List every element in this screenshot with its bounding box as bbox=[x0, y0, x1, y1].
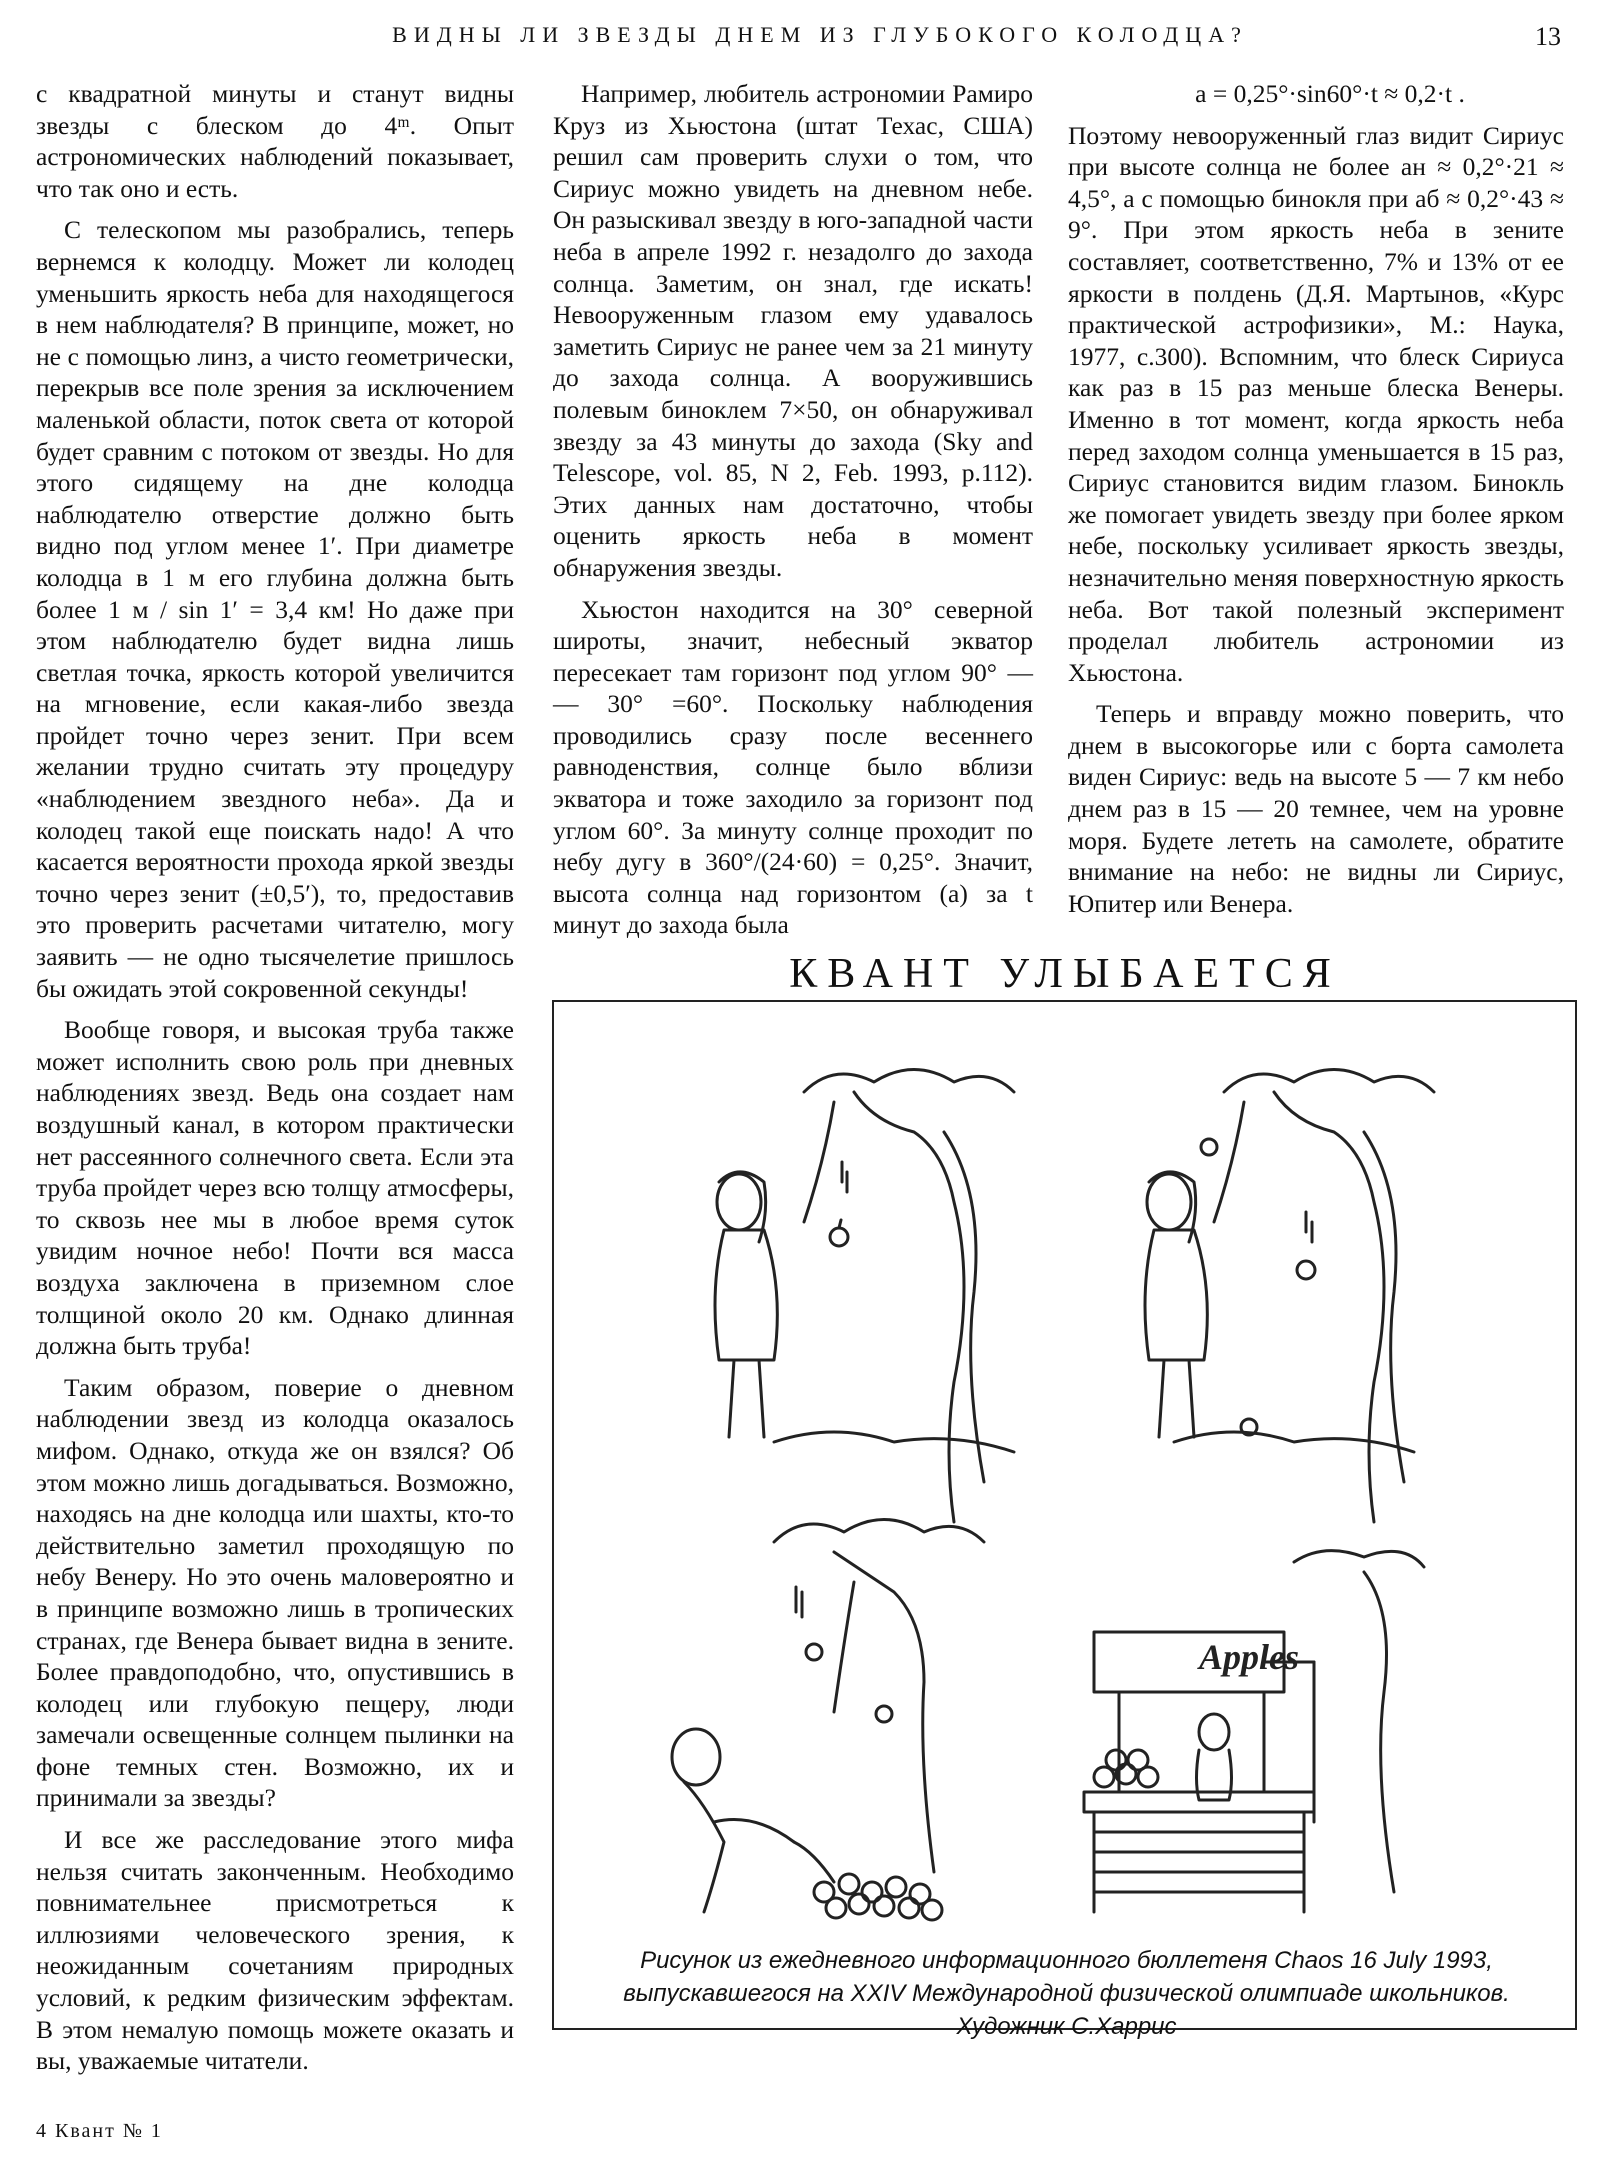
running-title: ВИДНЫ ЛИ ЗВЕЗДЫ ДНЕМ ИЗ ГЛУБОКОГО КОЛОДЦА? bbox=[392, 22, 1248, 47]
paragraph: с квадратной минуты и станут видны звезды с блеском до 4ᵐ. Опыт астрономических наблюдений показывает, что так оно и есть. bbox=[36, 79, 514, 203]
paragraph: Теперь и вправду можно поверить, что днем в высокогорье или с борта самолета виден Сириус: ведь на высоте 5 — 7 км небо днем раз в 15 — 20 темнее, чем на уровне моря. Будете лететь на самолете, обратите внимание на небо: не видны ли Сириус, Юпитер или Венера. bbox=[1068, 699, 1564, 918]
panel-4 bbox=[1084, 1551, 1424, 1912]
page-number: 13 bbox=[1535, 22, 1561, 51]
formula: a = 0,25°·sin60°·t ≈ 0,2·t . bbox=[1195, 79, 1465, 108]
paragraph: И все же расследование этого мифа нельзя считать законченным. Необходимо повнимательнее присмотреться к иллюзиями человеческого зрения, к неожиданным сочетаниям природных условий, к редким физическим эффектам. В этом немалую помощь можете оказать и вы, уважаемые читатели. bbox=[36, 1825, 514, 2076]
panel-3 bbox=[672, 1520, 984, 1921]
paragraph: Хьюстон находится на 30° северной широты, значит, небесный экватор пересекает там горизонт под углом 90° — — 30° =60°. Поскольку наблюдения проводились сразу после весеннего равноденствия, солнце было вблизи экватора и тоже заходило за горизонт под углом 60°. За минуту солнце проходит по небу дугу в 360°/(24·60) = 0,25°. Значит, высота солнца над горизонтом (a) за t минут до захода была bbox=[553, 594, 1033, 940]
text-column-2 bbox=[553, 78, 1033, 951]
cartoon-box bbox=[552, 1000, 1577, 2040]
paragraph: Вообще говоря, и высокая труба также может исполнить свою роль при дневных наблюдениях звезд. Ведь она создает нам воздушный канал, в котором практически нет рассеянного солнечного света. Если эта труба пройдет через всю толщу атмосферы, то сквозь нее мы в любое время суток увидим ночное небо! Почти вся масса воздуха заключена в приземном слое толщиной около 20 км. Однако длинная должна быть труба! bbox=[36, 1015, 514, 1361]
apples-sign: Apples bbox=[1199, 1637, 1300, 1677]
cartoon-illustration bbox=[654, 1032, 1474, 1952]
paragraph: Таким образом, поверие о дневном наблюдении звезд из колодца оказалось мифом. Однако, откуда же он взялся? Об этом можно лишь догадываться. Возможно, находясь на дне колодца или шахты, кто-то действительно заметил проходящую по небу Венеру. Но это очень маловероятно и в принципе возможно лишь в тропических странах, где Венера бывает видна в зените. Более правдоподобно, что, опустившись в колодец или глубокую пещеру, люди замечали освещенные солнцем пылинки на фоне темных стен. Возможно, их и принимали за звезды? bbox=[36, 1372, 514, 1813]
panel-1 bbox=[715, 1070, 1014, 1523]
text-column-3 bbox=[1068, 78, 1564, 929]
figure-caption: Рисунок из ежедневного информационного бюллетеня Chaos 16 July 1993, выпускавшегося на XXIV Международной физической олимпиаде школьников. Художник С.Харрис bbox=[623, 1947, 1510, 2040]
panel-2 bbox=[1145, 1070, 1434, 1523]
sidebar-heading: КВАНТ УЛЫБАЕТСЯ bbox=[789, 951, 1341, 997]
footer-signature: 4 Квант № 1 bbox=[36, 2120, 163, 2142]
paragraph: С телескопом мы разобрались, теперь вернемся к колодцу. Может ли колодец уменьшить яркость неба для находящегося в нем наблюдателя? В принципе, может, но не с помощью линз, а чисто геометрически, перекрыв все поле зрения за исключением маленькой области, поток света от которой будет сравним с потоком от звезды. Но для этого сидящему на дне колодца наблюдателю отверстие должно быть видно под углом менее 1′. При диаметре колодца в 1 м его глубина должна быть более 1 м / sin 1′ = 3,4 км! Но даже при этом наблюдателю будет видна лишь светлая точка, яркость которой увеличится на мгновение, если какая-либо звезда пройдет точно через зенит. При всем желании трудно считать эту процедуру «наблюдением звездного неба». Да и колодец такой еще поискать надо! А что касается вероятности прохода яркой звезды точно через зенит (±0,5′), то, предоставив это проверить расчетами читателю, могу заявить — не одно тысячелетие пришлось бы ожидать этой сокровенной секунды! bbox=[36, 215, 514, 1003]
paragraph: Например, любитель астрономии Рамиро Круз из Хьюстона (штат Техас, США) решил сам проверить слухи о том, что Сириус можно увидеть на дневном небе. Он разыскивал звезду в юго-западной части неба в апреле 1992 г. незадолго до захода солнца. Заметим, он знал, где искать! Невооруженным глазом ему удавалось заметить Сириус не ранее чем за 21 минуту до захода солнца. А вооружившись полевым биноклем 7×50, он обнаруживал звезду за 43 минуты до захода (Sky and Telescope, vol. 85, N 2, Feb. 1993, p.112). Этих данных нам достаточно, чтобы оценить яркость неба в момент обнаружения звезды. bbox=[553, 79, 1033, 582]
paragraph: Поэтому невооруженный глаз видит Сириус при высоте солнца не более aн ≈ 0,2°·21 ≈ 4,5°, а с помощью бинокля при aб ≈ 0,2°·43 ≈ 9°. При этом яркость неба в зените составляет, соответственно, 7% и 13% от ее яркости в полдень (Д.Я. Мартынов, «Курс практической астрофизики», М.: Наука, 1977, с.300). Вспомним, что блеск Сириуса как раз в 15 раз меньше блеска Венеры. Именно в тот момент, когда яркость неба перед заходом солнца уменьшается в 15 раз, Сириус становится видим глазом. Бинокль же помогает увидеть звезду при более ярком небе, поскольку усиливает яркость звезды, незначительно меняя поверхностную яркость неба. Вот такой полезный эксперимент проделал любитель астрономии из Хьюстона. bbox=[1068, 120, 1564, 687]
text-column-1 bbox=[36, 78, 514, 2087]
